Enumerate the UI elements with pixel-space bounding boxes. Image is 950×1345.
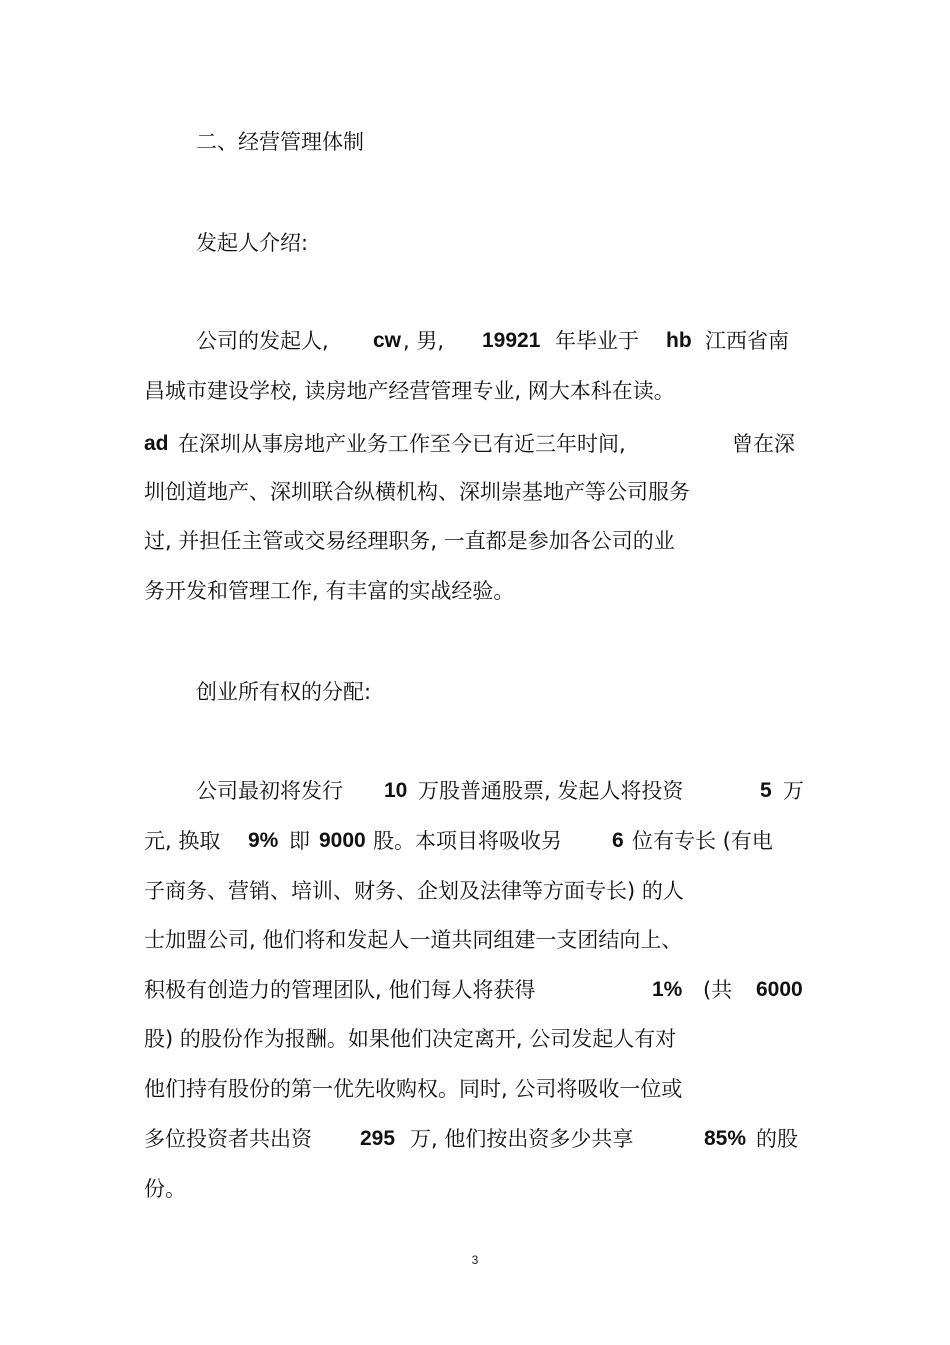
- specialist-count: 6: [612, 829, 624, 852]
- specialist-percent: 1%: [652, 978, 683, 1001]
- text-segment: 过, 并担任主管或交易经理职务, 一直都是参加各公司的业: [144, 529, 675, 553]
- founder-name: cw: [373, 329, 402, 352]
- text-segment: 多位投资者共出资: [144, 1127, 312, 1151]
- text-segment: 即: [289, 829, 310, 853]
- investment-amount: 5: [760, 779, 772, 802]
- text-segment: 子商务、营销、培训、财务、企划及法律等方面专长) 的人: [144, 879, 684, 903]
- investor-amount: 295: [360, 1127, 396, 1150]
- page-number: 3: [471, 1253, 479, 1267]
- abbreviation: ad: [144, 432, 169, 455]
- text-segment: 务开发和管理工作, 有丰富的实战经验。: [144, 579, 515, 603]
- school-abbreviation: hb: [666, 329, 692, 352]
- text-segment: 公司最初将发行: [196, 779, 343, 803]
- graduation-year: 19921: [482, 329, 541, 352]
- text-segment: 位有专长 (有电: [632, 829, 773, 853]
- specialist-total-shares: 6000: [756, 978, 803, 1001]
- text-segment: (共: [703, 978, 733, 1002]
- investor-percent: 85%: [704, 1127, 747, 1150]
- text-segment: 士加盟公司, 他们将和发起人一道共同组建一支团结向上、: [144, 928, 683, 952]
- share-amount: 10: [384, 779, 408, 802]
- text-segment: , 男,: [403, 329, 445, 353]
- text-segment: 股) 的股份作为报酬。如果他们决定离开, 公司发起人有对: [144, 1027, 677, 1051]
- text-segment: 曾在深: [732, 432, 795, 456]
- text-segment: 他们持有股份的第一优先收购权。同时, 公司将吸收一位或: [144, 1077, 683, 1101]
- ownership-heading-text: 创业所有权的分配:: [196, 680, 372, 704]
- text-segment: 万, 他们按出资多少共享: [410, 1127, 634, 1151]
- text-segment: 公司的发起人,: [196, 329, 329, 353]
- founder-intro-heading-text: 发起人介绍:: [196, 231, 309, 255]
- text-segment: 的股: [756, 1127, 798, 1151]
- text-segment: 积极有创造力的管理团队, 他们每人将获得: [144, 978, 536, 1002]
- founder-share-count: 9000: [319, 829, 366, 852]
- text-segment: 万: [783, 779, 804, 803]
- text-segment: 圳创道地产、深圳联合纵横机构、深圳崇基地产等公司服务: [144, 480, 690, 504]
- text-segment: 在深圳从事房地产业务工作至今已有近三年时间,: [178, 432, 626, 456]
- text-segment: 年毕业于: [555, 329, 639, 353]
- text-segment: 江西省南: [705, 329, 789, 353]
- founder-percent: 9%: [248, 829, 279, 852]
- text-segment: 万股普通股票, 发起人将投资: [418, 779, 684, 803]
- section-heading-text: 二、经营管理体制: [196, 130, 364, 154]
- text-segment: 份。: [144, 1177, 186, 1201]
- text-segment: 股。本项目将吸收另: [373, 829, 562, 853]
- text-segment: 昌城市建设学校, 读房地产经营管理专业, 网大本科在读。: [144, 379, 675, 403]
- text-segment: 元, 换取: [144, 829, 221, 853]
